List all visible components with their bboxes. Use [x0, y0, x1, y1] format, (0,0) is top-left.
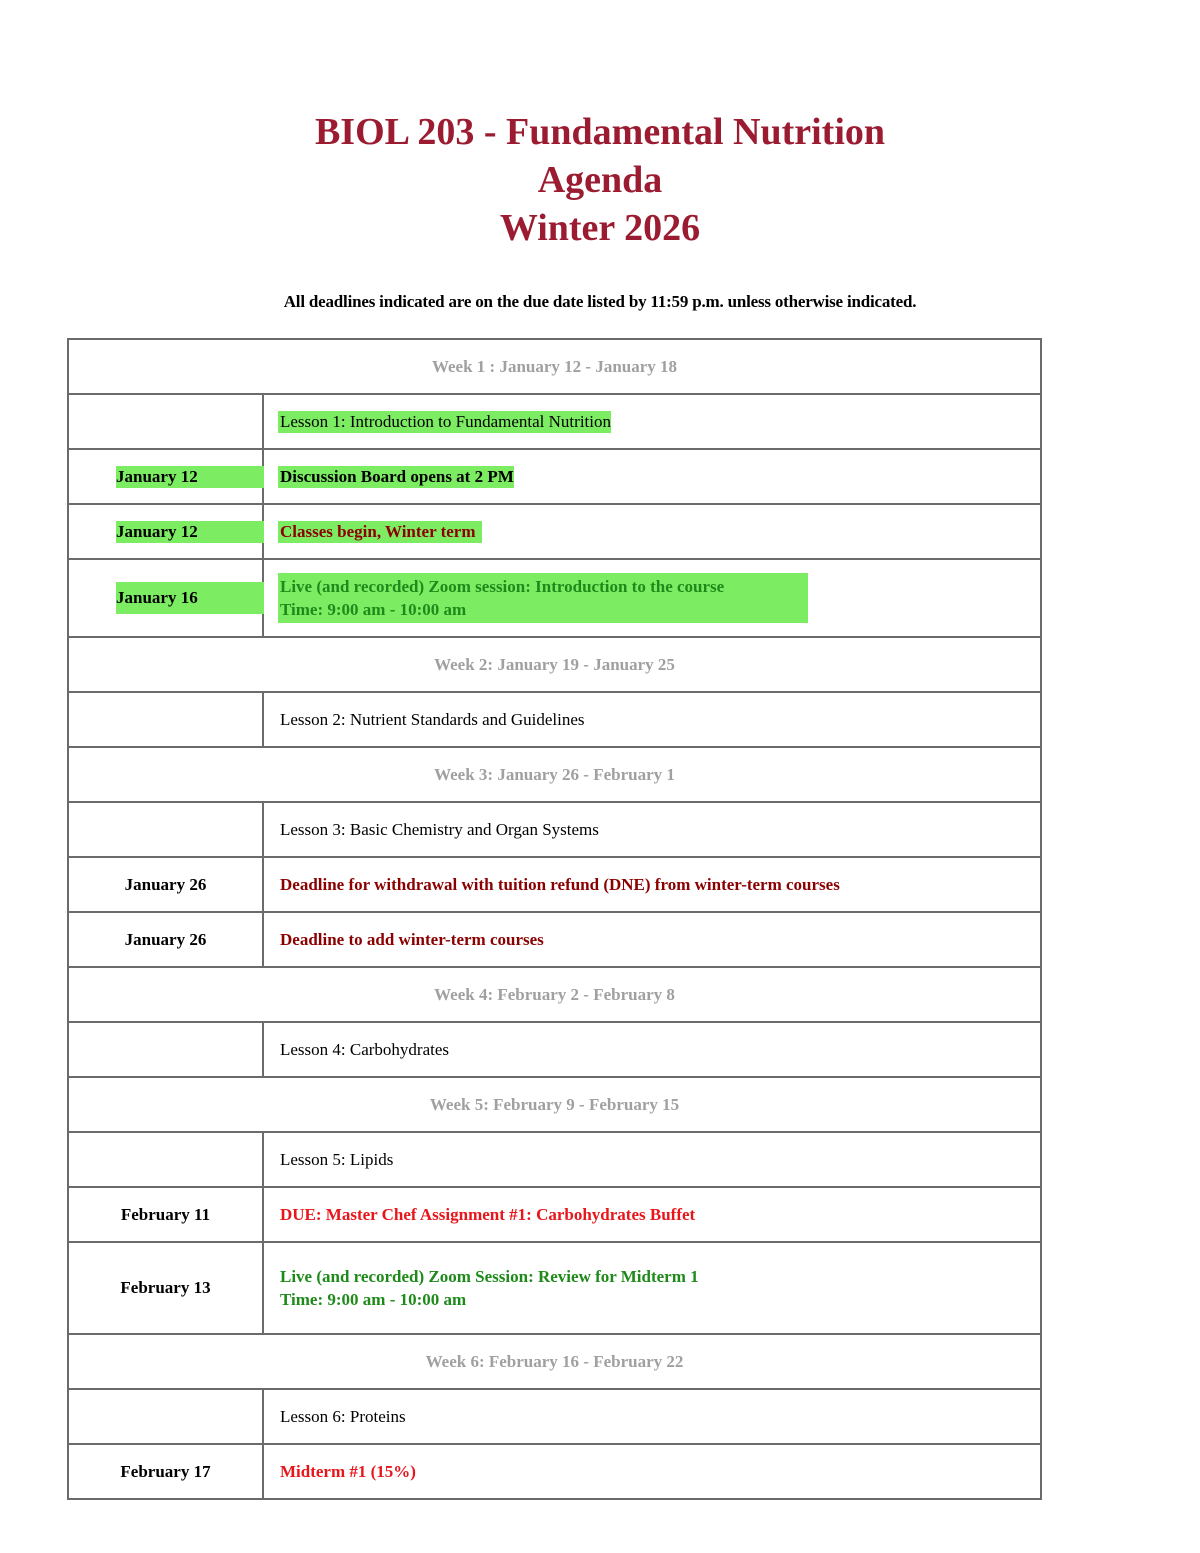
- event-cell: [263, 559, 1041, 637]
- event-line: Live (and recorded) Zoom Session: Review for Midterm 1: [280, 1267, 699, 1286]
- title-term: Winter 2026: [499, 207, 701, 249]
- table-row: [68, 857, 1041, 912]
- event-text: Classes begin, Winter term: [278, 521, 482, 543]
- week-header: Week 5: February 9 - February 15: [68, 1077, 1041, 1132]
- title-agenda: Agenda: [537, 159, 663, 201]
- date-cell: [68, 692, 263, 747]
- table-row: [68, 692, 1041, 747]
- date-cell: [68, 1022, 263, 1077]
- table-row: [68, 802, 1041, 857]
- week-header: Week 6: February 16 - February 22: [68, 1334, 1041, 1389]
- event-text: [263, 1242, 1041, 1334]
- week-header: Week 2: January 19 - January 25: [68, 637, 1041, 692]
- event-text: DUE: Master Chef Assignment #1: Carbohydrates Buffet: [263, 1187, 1041, 1242]
- event-text: Midterm #1 (15%): [263, 1444, 1041, 1499]
- table-row: [68, 394, 1041, 449]
- table-row: [68, 1187, 1041, 1242]
- lesson-title: Lesson 2: Nutrient Standards and Guidelines: [263, 692, 1041, 747]
- event-line: Time: 9:00 am - 10:00 am: [280, 1290, 467, 1309]
- lesson-title: Lesson 5: Lipids: [263, 1132, 1041, 1187]
- date-cell: February 13: [68, 1242, 263, 1334]
- table-row: [68, 1242, 1041, 1334]
- date-cell: [68, 504, 263, 559]
- title-course: BIOL 203 - Fundamental Nutrition: [314, 111, 886, 153]
- table-row: [68, 1389, 1041, 1444]
- event-text: [278, 573, 808, 623]
- date-cell: January 26: [68, 857, 263, 912]
- week-row: [68, 967, 1041, 1022]
- week-row: [68, 1077, 1041, 1132]
- date-label: January 12: [116, 466, 264, 488]
- table-row: [68, 504, 1041, 559]
- table-row: [68, 449, 1041, 504]
- event-cell: [263, 449, 1041, 504]
- lesson-title: Lesson 6: Proteins: [263, 1389, 1041, 1444]
- date-cell: [68, 394, 263, 449]
- lesson-title: Lesson 3: Basic Chemistry and Organ Systems: [263, 802, 1041, 857]
- table-row: [68, 1132, 1041, 1187]
- date-cell: [68, 559, 263, 637]
- week-header: Week 1 : January 12 - January 18: [68, 339, 1041, 394]
- date-cell: January 26: [68, 912, 263, 967]
- table-row: [68, 1444, 1041, 1499]
- agenda-table: [67, 338, 1042, 1500]
- week-header: Week 3: January 26 - February 1: [68, 747, 1041, 802]
- week-header: Week 4: February 2 - February 8: [68, 967, 1041, 1022]
- date-cell: February 11: [68, 1187, 263, 1242]
- date-cell: [68, 1132, 263, 1187]
- week-row: [68, 1334, 1041, 1389]
- deadline-note: All deadlines indicated are on the due date listed by 11:59 p.m. unless otherwise indicated.: [283, 292, 917, 311]
- date-cell: [68, 1389, 263, 1444]
- event-cell: [263, 394, 1041, 449]
- table-row: [68, 1022, 1041, 1077]
- document-title: [0, 108, 1200, 252]
- event-line: Time: 9:00 am - 10:00 am: [280, 600, 467, 619]
- table-row: [68, 912, 1041, 967]
- date-cell: February 17: [68, 1444, 263, 1499]
- week-row: [68, 747, 1041, 802]
- lesson-title: Lesson 4: Carbohydrates: [263, 1022, 1041, 1077]
- event-text: Discussion Board opens at 2 PM: [280, 466, 514, 486]
- date-label: January 16: [116, 582, 264, 614]
- table-row: [68, 559, 1041, 637]
- date-label: January 12: [116, 521, 264, 543]
- event-cell: [263, 504, 1041, 559]
- week-row: [68, 637, 1041, 692]
- date-cell: [68, 802, 263, 857]
- week-row: [68, 339, 1041, 394]
- lesson-title: Lesson 1: Introduction to Fundamental Nutrition: [280, 411, 611, 431]
- event-text: Deadline for withdrawal with tuition refund (DNE) from winter-term courses: [263, 857, 1041, 912]
- event-line: Live (and recorded) Zoom session: Introduction to the course: [280, 577, 725, 596]
- event-text: Deadline to add winter-term courses: [263, 912, 1041, 967]
- date-cell: [68, 449, 263, 504]
